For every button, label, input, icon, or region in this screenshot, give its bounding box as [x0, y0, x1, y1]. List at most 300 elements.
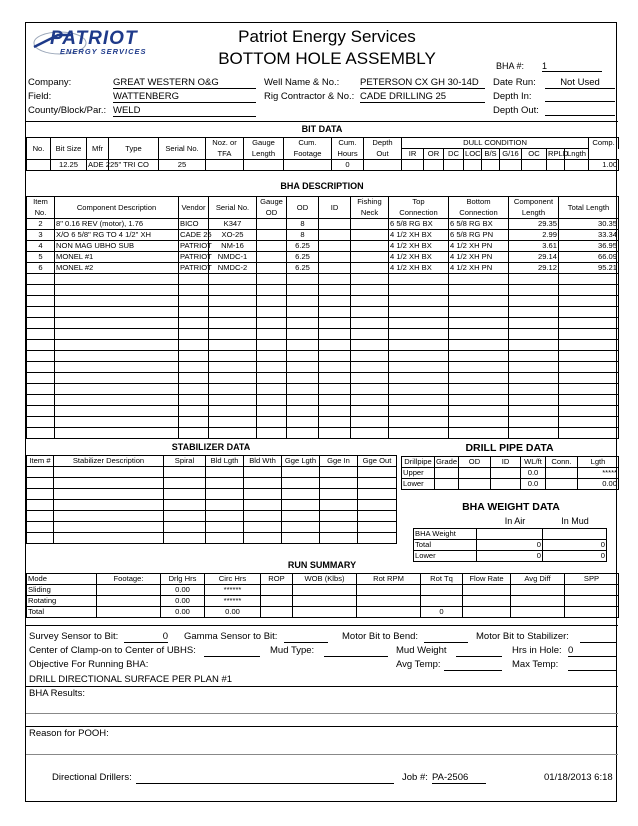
bha-cell	[257, 395, 287, 406]
bit-h-size: Bit Size	[51, 138, 87, 160]
stab-cell	[54, 500, 164, 511]
bha-cell	[179, 285, 209, 296]
run-h-mode: Mode	[27, 574, 97, 585]
bit-hours-cell: 0	[332, 160, 364, 171]
bha-cell	[389, 417, 449, 428]
bha-cell	[287, 307, 319, 318]
bha-cell	[509, 395, 559, 406]
stab-cell	[244, 500, 282, 511]
stab-cell	[358, 500, 397, 511]
bha-cell	[257, 428, 287, 439]
stab-cell	[358, 522, 397, 533]
bha-cell	[351, 296, 389, 307]
bha-cell: 29.12	[509, 263, 559, 274]
bha-cell	[257, 252, 287, 263]
stab-cell	[282, 478, 320, 489]
table-row	[27, 596, 619, 607]
bha-cell: 5	[27, 252, 55, 263]
bit-h-footage: Footage	[284, 149, 332, 160]
pipe-h-grade: Grade	[436, 457, 458, 466]
bha-cell	[389, 274, 449, 285]
stab-cell	[244, 489, 282, 500]
table-row	[27, 607, 619, 618]
stab-cell	[54, 489, 164, 500]
bha-cell	[509, 417, 559, 428]
bha-cell	[559, 318, 619, 329]
directional-drillers-label: Directional Drillers:	[52, 772, 132, 783]
bha-cell	[55, 384, 179, 395]
bha-cell	[351, 351, 389, 362]
bha-h-top: Top	[389, 197, 449, 208]
bha-cell	[179, 384, 209, 395]
patriot-logo	[28, 25, 178, 61]
bha-cell	[209, 307, 257, 318]
bha-results-label: BHA Results:	[29, 688, 85, 699]
run-rottq-cell	[421, 596, 463, 607]
bha-cell	[27, 329, 55, 340]
table-row	[27, 500, 397, 511]
table-row	[27, 263, 619, 274]
gamma-sensor-label: Gamma Sensor to Bit:	[184, 631, 278, 642]
table-row	[27, 296, 619, 307]
bha-cell	[27, 351, 55, 362]
bha-cell	[559, 274, 619, 285]
table-row	[27, 285, 619, 296]
bha-cell	[257, 362, 287, 373]
stab-h-bld-wth: Bld Wth	[244, 456, 282, 467]
bit-h-loc: LOC	[465, 149, 481, 158]
run-drlg-cell: 0.00	[161, 607, 205, 618]
table-row	[27, 373, 619, 384]
bha-cell	[179, 362, 209, 373]
table-row	[27, 241, 619, 252]
bha-cell	[209, 274, 257, 285]
bha-cell	[319, 362, 351, 373]
bha-cell	[389, 296, 449, 307]
hrs-in-hole-label: Hrs in Hole:	[512, 645, 562, 656]
bha-cell	[449, 340, 509, 351]
bha-cell	[287, 274, 319, 285]
table-row	[27, 533, 397, 544]
bha-cell	[209, 417, 257, 428]
bha-cell	[27, 318, 55, 329]
bha-cell	[287, 362, 319, 373]
table-row	[402, 468, 619, 479]
bit-h-no: No.	[27, 138, 51, 160]
bha-cell	[389, 340, 449, 351]
bha-cell	[55, 318, 179, 329]
bha-cell	[351, 406, 389, 417]
table-row	[27, 329, 619, 340]
bit-mfr-cell: ADE 2	[88, 160, 110, 169]
weight-mud-cell: 0	[543, 540, 607, 551]
bha-cell	[449, 318, 509, 329]
bha-cell	[389, 428, 449, 439]
pipe-h-drillpipe: Drillpipe	[402, 457, 435, 468]
stabilizer-data-title: STABILIZER DATA	[171, 442, 251, 452]
stab-cell	[320, 533, 358, 544]
bha-cell	[351, 417, 389, 428]
bha-weight-table	[413, 528, 607, 562]
bha-cell	[351, 307, 389, 318]
bha-cell	[179, 329, 209, 340]
run-h-rpm: Rot RPM	[357, 574, 421, 585]
bha-cell	[179, 307, 209, 318]
stab-cell	[164, 533, 206, 544]
avg-temp-label: Avg Temp:	[396, 659, 441, 670]
bha-cell: 6	[27, 263, 55, 274]
stab-cell	[206, 511, 244, 522]
bha-cell	[449, 406, 509, 417]
bha-cell: 2	[27, 219, 55, 230]
table-row	[27, 362, 619, 373]
bha-cell	[257, 241, 287, 252]
bha-h-bottom-conn: Connection	[449, 208, 509, 219]
pipe-upper-wl: 0.0	[521, 468, 546, 479]
bha-cell	[179, 406, 209, 417]
stab-cell	[27, 522, 54, 533]
table-row	[27, 160, 619, 171]
bha-cell	[55, 362, 179, 373]
stab-cell	[244, 467, 282, 478]
run-h-wob: WOB (Klbs)	[293, 574, 357, 585]
bha-cell	[449, 351, 509, 362]
depth-out-value	[545, 105, 615, 116]
bha-cell	[209, 406, 257, 417]
run-rottq-cell	[421, 585, 463, 596]
bha-cell	[559, 296, 619, 307]
bha-cell: NMDC-2	[209, 263, 257, 274]
weight-row-label: Lower	[414, 551, 477, 562]
weight-row-label: BHA Weight	[414, 529, 477, 540]
bha-cell	[209, 395, 257, 406]
bha-cell: PATRIOT	[180, 241, 212, 250]
bha-h-fishing: Fishing	[351, 197, 389, 208]
bit-h-gauge: Gauge	[244, 138, 284, 149]
hrs-in-hole-value: 0	[568, 645, 616, 657]
bha-cell: 4 1/2 XH PN	[449, 252, 509, 263]
rig-label: Rig Contractor & No.:	[264, 91, 355, 102]
bha-cell	[27, 274, 55, 285]
bit-h-lngth: Lngth	[565, 149, 589, 160]
bha-cell	[55, 296, 179, 307]
bha-h-bottom: Bottom	[449, 197, 509, 208]
bha-h-comp-length: Length	[509, 208, 559, 219]
bha-cell	[319, 340, 351, 351]
stab-cell	[320, 467, 358, 478]
bha-cell	[179, 274, 209, 285]
bha-weight-data-title: BHA WEIGHT DATA	[462, 501, 560, 513]
bha-cell	[319, 296, 351, 307]
bha-cell: 95.21	[559, 263, 619, 274]
stab-cell	[358, 478, 397, 489]
bha-cell	[27, 362, 55, 373]
bha-cell	[209, 340, 257, 351]
gamma-sensor-value	[284, 631, 328, 643]
bha-cell	[351, 395, 389, 406]
bha-cell	[559, 428, 619, 439]
bha-cell	[319, 417, 351, 428]
bha-h-no: No.	[27, 208, 55, 219]
max-temp-label: Max Temp:	[512, 659, 559, 670]
table-row	[27, 351, 619, 362]
stab-cell	[358, 467, 397, 478]
run-h-rottq: Rot Tq	[421, 574, 463, 585]
bha-cell: NMDC-1	[209, 252, 257, 263]
bha-cell	[179, 395, 209, 406]
stab-h-bld-lgth: Bld Lgth	[206, 456, 244, 467]
date-run-label: Date Run:	[493, 77, 536, 88]
bha-cell	[319, 263, 351, 274]
stabilizer-table	[26, 455, 397, 544]
stab-h-item: Item #	[27, 456, 54, 467]
table-row	[414, 540, 607, 551]
bha-cell	[55, 373, 179, 384]
stab-cell	[27, 500, 54, 511]
run-circ-cell: ******	[205, 596, 261, 607]
bha-cell	[319, 428, 351, 439]
stab-cell	[320, 500, 358, 511]
survey-sensor-label: Survey Sensor to Bit:	[29, 631, 119, 642]
pipe-upper-label: Upper	[402, 468, 435, 479]
bha-cell	[389, 351, 449, 362]
well-value: PETERSON CX GH 30-14D	[360, 77, 485, 89]
bha-h-desc: Component Description	[55, 197, 179, 219]
bha-cell	[389, 329, 449, 340]
run-h-spp: SPP	[565, 574, 619, 585]
stab-cell	[244, 533, 282, 544]
bha-cell: X/O 6 5/8" RG TO 4 1/2" XH	[55, 230, 179, 241]
bha-cell	[389, 285, 449, 296]
bha-cell	[209, 384, 257, 395]
bha-cell	[27, 307, 55, 318]
bha-h-neck: Neck	[351, 208, 389, 219]
company-label: Company:	[28, 77, 72, 88]
bha-cell: 6 5/8 RG PN	[449, 230, 509, 241]
bha-cell	[351, 329, 389, 340]
pipe-h-conn: Conn.	[546, 457, 578, 468]
run-rottq-cell: 0	[421, 607, 463, 618]
bha-cell	[509, 384, 559, 395]
bha-cell	[319, 351, 351, 362]
mud-weight-value	[456, 645, 502, 657]
reason-pooh-label: Reason for POOH:	[29, 728, 109, 739]
bit-serial-cell: 25	[159, 160, 206, 171]
stab-cell	[282, 489, 320, 500]
objective-label: Objective For Running BHA:	[29, 659, 149, 670]
bha-cell	[509, 373, 559, 384]
bha-number-label: BHA #:	[496, 61, 525, 71]
bha-cell	[509, 428, 559, 439]
bha-cell	[257, 406, 287, 417]
bha-cell	[257, 230, 287, 241]
stab-cell	[27, 467, 54, 478]
stab-cell	[27, 478, 54, 489]
run-h-flow: Flow Rate	[463, 574, 511, 585]
bit-h-out: Out	[364, 149, 402, 160]
bha-cell	[319, 406, 351, 417]
table-row	[27, 406, 619, 417]
bha-cell	[509, 351, 559, 362]
field-value: WATTENBERG	[113, 91, 256, 103]
bit-h-or: OR	[424, 149, 444, 160]
bha-cell: MONEL #2	[55, 263, 179, 274]
bit-h-depth-out: Depth	[364, 138, 402, 149]
bha-cell	[389, 307, 449, 318]
bha-cell	[351, 340, 389, 351]
table-row	[27, 318, 619, 329]
motor-stab-label: Motor Bit to Stabilizer:	[476, 631, 569, 642]
bha-cell	[209, 329, 257, 340]
stab-cell	[164, 500, 206, 511]
bha-cell: 6.25	[287, 252, 319, 263]
rig-value: CADE DRILLING 25	[360, 91, 485, 103]
table-row	[27, 395, 619, 406]
bha-cell	[351, 263, 389, 274]
pipe-lower-label: Lower	[402, 479, 435, 490]
avg-temp-value	[444, 659, 502, 671]
bha-cell: 8	[287, 219, 319, 230]
bha-cell	[559, 362, 619, 373]
table-row	[27, 252, 619, 263]
field-label: Field:	[28, 91, 52, 102]
bha-cell	[287, 384, 319, 395]
pipe-h-id: ID	[491, 457, 521, 468]
bha-cell	[319, 285, 351, 296]
bha-cell	[287, 351, 319, 362]
bit-h-dull-condition: DULL CONDITION	[402, 138, 589, 149]
bha-cell	[389, 373, 449, 384]
bha-cell	[27, 285, 55, 296]
stab-cell	[27, 489, 54, 500]
bha-cell	[351, 384, 389, 395]
stab-cell	[282, 511, 320, 522]
bha-cell	[179, 428, 209, 439]
stab-cell	[164, 511, 206, 522]
weight-air-cell: 0	[477, 540, 543, 551]
stab-cell	[164, 467, 206, 478]
bha-cell	[509, 296, 559, 307]
table-row	[27, 585, 619, 596]
bha-cell	[351, 241, 389, 252]
bha-cell	[287, 373, 319, 384]
stab-cell	[27, 533, 54, 544]
bha-cell: 4 1/2 XH BX	[389, 263, 449, 274]
run-h-rop: ROP	[261, 574, 293, 585]
bha-cell	[389, 362, 449, 373]
bha-cell: 3	[27, 230, 55, 241]
bha-cell: PATRIOT	[180, 263, 212, 272]
bha-cell	[449, 428, 509, 439]
bha-number-value: 1	[542, 61, 602, 72]
bha-cell	[55, 351, 179, 362]
bha-cell	[319, 384, 351, 395]
bha-cell	[449, 417, 509, 428]
bha-cell	[559, 417, 619, 428]
stab-cell	[320, 522, 358, 533]
stab-cell	[282, 500, 320, 511]
bha-cell	[449, 285, 509, 296]
stab-cell	[206, 500, 244, 511]
bha-cell	[55, 428, 179, 439]
bha-cell	[559, 395, 619, 406]
bha-cell	[209, 428, 257, 439]
bha-cell: 36.95	[559, 241, 619, 252]
stab-h-spiral: Spiral	[164, 456, 206, 467]
bha-cell	[55, 417, 179, 428]
bit-h-mfr: Mfr	[87, 138, 109, 160]
bha-cell	[257, 274, 287, 285]
bha-cell	[389, 406, 449, 417]
bha-cell	[509, 285, 559, 296]
bha-cell	[27, 406, 55, 417]
bha-cell	[509, 274, 559, 285]
bit-h-cum-hours: Cum.	[332, 138, 364, 149]
stab-h-gge-lgth: Gge Lgth	[282, 456, 320, 467]
bha-cell	[27, 417, 55, 428]
bha-cell: K347	[209, 219, 257, 230]
bha-cell: 4 1/2 XH BX	[389, 241, 449, 252]
bha-cell	[287, 406, 319, 417]
stab-cell	[320, 478, 358, 489]
bha-description-table	[26, 196, 619, 439]
bit-h-length: Length	[244, 149, 284, 160]
job-label: Job #:	[402, 772, 428, 783]
bha-cell: 66.09	[559, 252, 619, 263]
depth-out-label: Depth Out:	[493, 105, 539, 116]
bha-h-serial: Serial No.	[209, 197, 257, 219]
bha-cell: PATRIOT	[180, 252, 212, 261]
bha-cell	[287, 428, 319, 439]
run-mode-cell: Rotating	[27, 596, 97, 607]
bha-cell	[319, 274, 351, 285]
divider	[26, 625, 618, 626]
bha-cell: MONEL #1	[55, 252, 179, 263]
bit-size-cell: 12.25	[51, 160, 87, 171]
bha-cell	[55, 395, 179, 406]
run-h-circ: Circ Hrs	[205, 574, 261, 585]
bit-h-hours: Hours	[332, 149, 364, 160]
stab-cell	[54, 533, 164, 544]
bit-h-dc: DC	[444, 149, 464, 160]
bha-cell	[351, 285, 389, 296]
county-value: WELD	[113, 105, 256, 117]
bha-cell	[55, 307, 179, 318]
pipe-lower-lgth: 0.00	[578, 479, 619, 490]
bha-cell	[449, 384, 509, 395]
bha-h-od: OD	[287, 197, 319, 219]
timestamp: 01/18/2013 6:18	[544, 772, 613, 783]
bha-cell: 4 1/2 XH PN	[449, 241, 509, 252]
bha-cell	[449, 296, 509, 307]
table-row	[414, 529, 607, 540]
bha-cell	[449, 395, 509, 406]
directional-drillers-value	[136, 772, 394, 784]
stab-cell	[282, 533, 320, 544]
bha-cell	[509, 307, 559, 318]
bha-cell: NON MAG UBHO SUB	[55, 241, 179, 252]
stab-cell	[358, 489, 397, 500]
objective-text: DRILL DIRECTIONAL SURFACE PER PLAN #1	[29, 674, 233, 685]
stab-cell	[282, 467, 320, 478]
survey-sensor-value: 0	[124, 631, 168, 643]
run-circ-cell: 0.00	[205, 607, 261, 618]
stab-cell	[206, 533, 244, 544]
pipe-h-wl: WL/ft	[521, 457, 546, 468]
bha-cell	[287, 340, 319, 351]
bha-cell	[319, 241, 351, 252]
stab-h-desc: Stabilizer Description	[54, 456, 164, 467]
